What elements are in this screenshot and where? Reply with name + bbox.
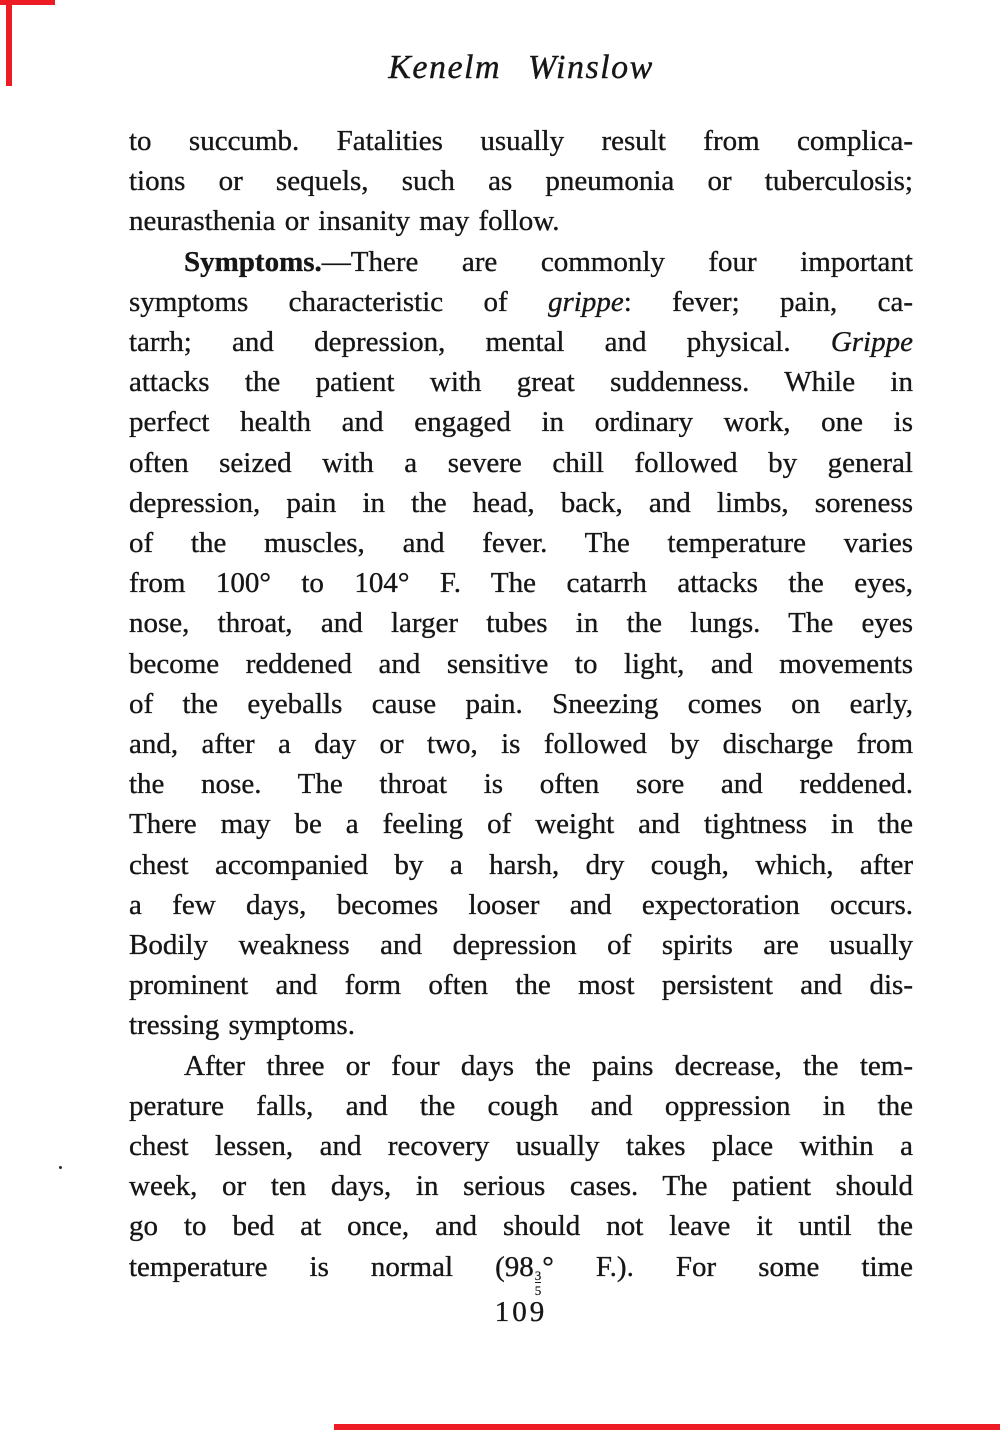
italic-run: grippe <box>547 285 624 318</box>
text-run: the nose. The throat is often sore and reddened. <box>129 768 913 801</box>
text-line <box>129 563 913 603</box>
text-run: of the muscles, and fever. The temperature varies <box>129 527 913 560</box>
stacked-fraction: $\frac{3}{5}$ <box>534 1267 542 1299</box>
text-run: attacks the patient with great suddenness. While in <box>129 366 913 399</box>
text-run: Bodily weakness and depression of spirits are usually <box>129 929 913 962</box>
text-run: a few days, becomes looser and expectoration occurs. <box>129 888 913 921</box>
text-run: depression, pain in the head, back, and limbs, soreness <box>129 486 913 519</box>
text-run: tarrh; and depression, mental and physical. <box>129 326 831 359</box>
text-line <box>129 242 913 282</box>
text-run: go to bed at once, and should not leave it until the <box>129 1210 913 1243</box>
text-line <box>129 885 913 925</box>
text-run: often seized with a severe chill followed by general <box>129 446 913 479</box>
text-line <box>129 603 913 643</box>
text-line <box>129 1247 913 1298</box>
text-run: tions or sequels, such as pneumonia or tuberculosis; <box>129 165 913 198</box>
text-run: temperature is normal (98 <box>129 1250 534 1283</box>
text-line <box>129 161 913 201</box>
text-block <box>129 121 913 1298</box>
text-run: to succumb. Fatalities usually result from complica- <box>129 125 913 157</box>
text-line <box>129 925 913 965</box>
text-run: chest accompanied by a harsh, dry cough, which, after <box>129 848 913 881</box>
text-run: : fever; pain, ca- <box>623 285 913 318</box>
text-run: of the eyeballs cause pain. Sneezing comes on early, <box>129 687 913 720</box>
text-line <box>129 1086 913 1126</box>
scan-artifact-bottom-horizontal <box>334 1424 1000 1430</box>
text-line <box>129 443 913 483</box>
text-line <box>129 764 913 804</box>
text-run: —There are commonly four important <box>321 245 913 278</box>
text-line <box>129 282 913 322</box>
text-line <box>129 644 913 684</box>
text-run: neurasthenia or insanity may follow. <box>129 205 560 238</box>
text-line <box>129 322 913 362</box>
text-line <box>129 1046 913 1086</box>
text-line <box>129 845 913 885</box>
text-line <box>129 1166 913 1206</box>
text-line <box>129 523 913 563</box>
text-run: nose, throat, and larger tubes in the lungs. The eyes <box>129 607 913 640</box>
text-run: tressing symptoms. <box>129 1009 355 1042</box>
text-run: chest lessen, and recovery usually takes place within a <box>129 1130 913 1163</box>
italic-run: Grippe <box>830 326 913 359</box>
text-line <box>129 362 913 402</box>
text-run: prominent and form often the most persistent and dis- <box>129 969 913 1002</box>
text-line <box>129 684 913 724</box>
text-line <box>129 1005 913 1045</box>
page-number: 109 <box>494 1296 548 1328</box>
text-run: There may be a feeling of weight and tightness in the <box>129 808 913 841</box>
text-run: and, after a day or two, is followed by discharge from <box>129 728 913 761</box>
text-line <box>129 201 913 241</box>
text-line <box>129 965 913 1005</box>
text-run: perfect health and engaged in ordinary work, one is <box>129 406 913 439</box>
scan-artifact-left-vertical <box>6 0 12 86</box>
text-line <box>129 724 913 764</box>
bold-run: Symptoms. <box>184 245 322 278</box>
text-run: ° F.). For some time <box>542 1250 913 1283</box>
text-run: week, or ten days, in serious cases. The patient should <box>129 1170 913 1203</box>
text-run: After three or four days the pains decrease, the tem- <box>184 1049 913 1082</box>
text-line <box>129 483 913 523</box>
text-line <box>129 402 913 442</box>
text-line <box>129 1126 913 1166</box>
text-run: symptoms characteristic of <box>129 285 548 318</box>
ink-speck <box>59 1166 62 1169</box>
text-run: become reddened and sensitive to light, and movements <box>129 647 913 680</box>
text-line <box>129 1206 913 1246</box>
text-line <box>129 804 913 844</box>
text-run: from 100° to 104° F. The catarrh attacks the eyes, <box>129 567 913 600</box>
running-header: Kenelm Winslow <box>388 49 654 86</box>
text-run: perature falls, and the cough and oppression in the <box>129 1089 913 1122</box>
text-line <box>129 121 913 161</box>
